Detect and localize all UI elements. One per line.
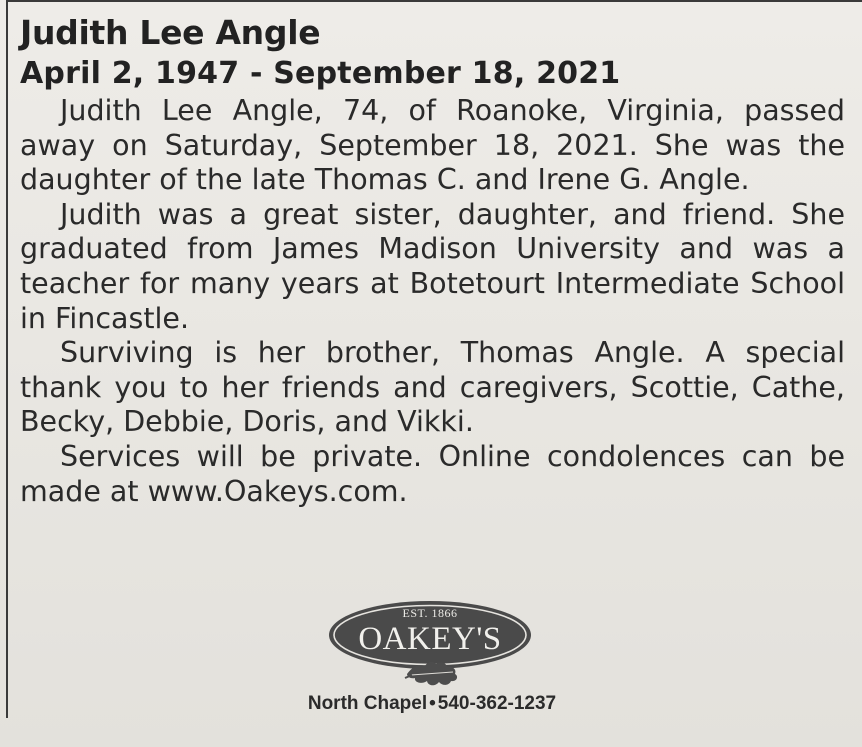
logo-brand-text: OAKEY'S xyxy=(358,621,502,657)
obituary-paragraph-4: Services will be private. Online condolences can be made at www.Oakeys.com. xyxy=(20,439,845,508)
life-dates: April 2, 1947 - September 18, 2021 xyxy=(20,56,621,91)
chapel-phone: 540-362-1237 xyxy=(437,693,557,714)
oakeys-logo xyxy=(325,594,535,690)
oakeys-logo-graphic xyxy=(325,594,535,690)
obituary-body xyxy=(20,12,845,509)
deceased-name: Judith Lee Angle xyxy=(20,13,321,52)
separator-dot: • xyxy=(429,693,436,714)
obituary-paragraph-3: Surviving is her brother, Thomas Angle. A special thank you to her friends and caregivers, Scottie, Cathe, Becky, Debbie, Doris, and Vikki. xyxy=(20,336,845,439)
left-border-rule xyxy=(6,0,8,718)
obituary-paragraph-1: Judith Lee Angle, 74, of Roanoke, Virginia, passed away on Saturday, September 18, 2021. She was the daughter of the late Thomas C. and Irene G. Angle. xyxy=(20,94,845,197)
obituary-paragraph-2: Judith was a great sister, daughter, and friend. She graduated from James Madison University and was a teacher for many years at Botetourt Intermediate School in Fincastle. xyxy=(20,197,845,335)
chapel-contact-line xyxy=(292,692,572,716)
chapel-name: North Chapel xyxy=(307,693,428,714)
logo-established-text: EST. 1866 xyxy=(402,606,458,620)
top-border-rule xyxy=(6,0,862,2)
